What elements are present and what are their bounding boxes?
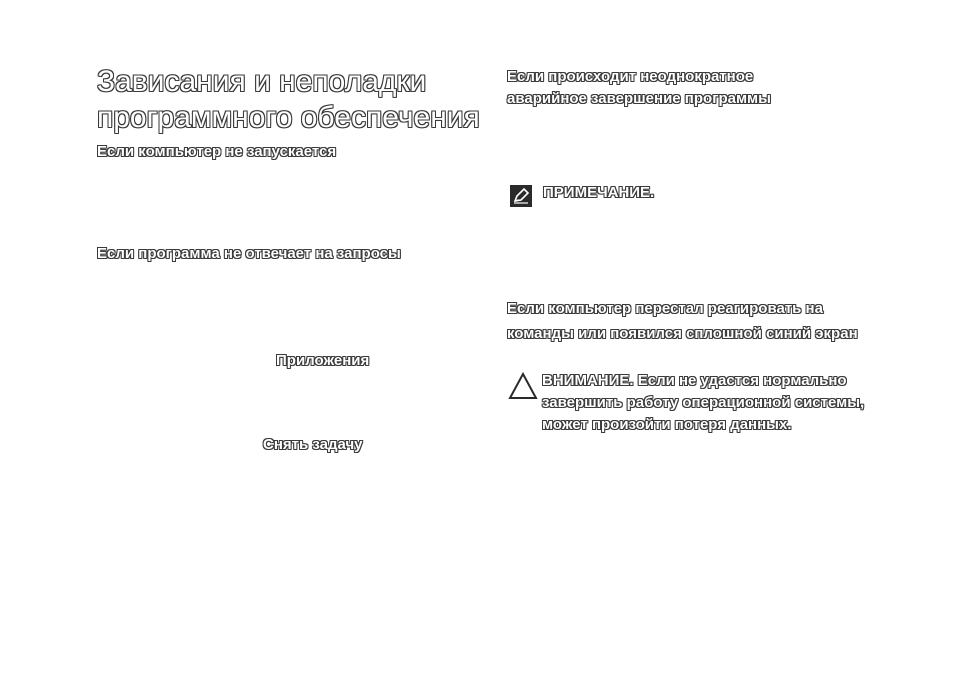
heading-computer-not-starting: Если компьютер не запускается [97, 143, 337, 160]
heading-repeated-crash: Если происходит неоднократное аварийное завершение программы [507, 68, 771, 107]
pencil-note-icon [510, 185, 532, 207]
note-label: ПРИМЕЧАНИЕ. [543, 184, 655, 201]
word-applications: Приложения [276, 352, 370, 369]
heading-program-not-responding: Если программа не отвечает на запросы [97, 245, 401, 262]
heading-computer-unresponsive: Если компьютер перестал реагировать на команды или появился сплошной синий экран [507, 300, 858, 342]
word-end-task: Снять задачу [263, 436, 363, 453]
page-title: Зависания и неполадки программного обеспечения [97, 65, 480, 134]
caution-text: ВНИМАНИЕ. Если не удастся нормально завершить работу операционной системы, может произойти потеря данных. [542, 372, 865, 433]
warning-triangle-icon [508, 372, 538, 400]
